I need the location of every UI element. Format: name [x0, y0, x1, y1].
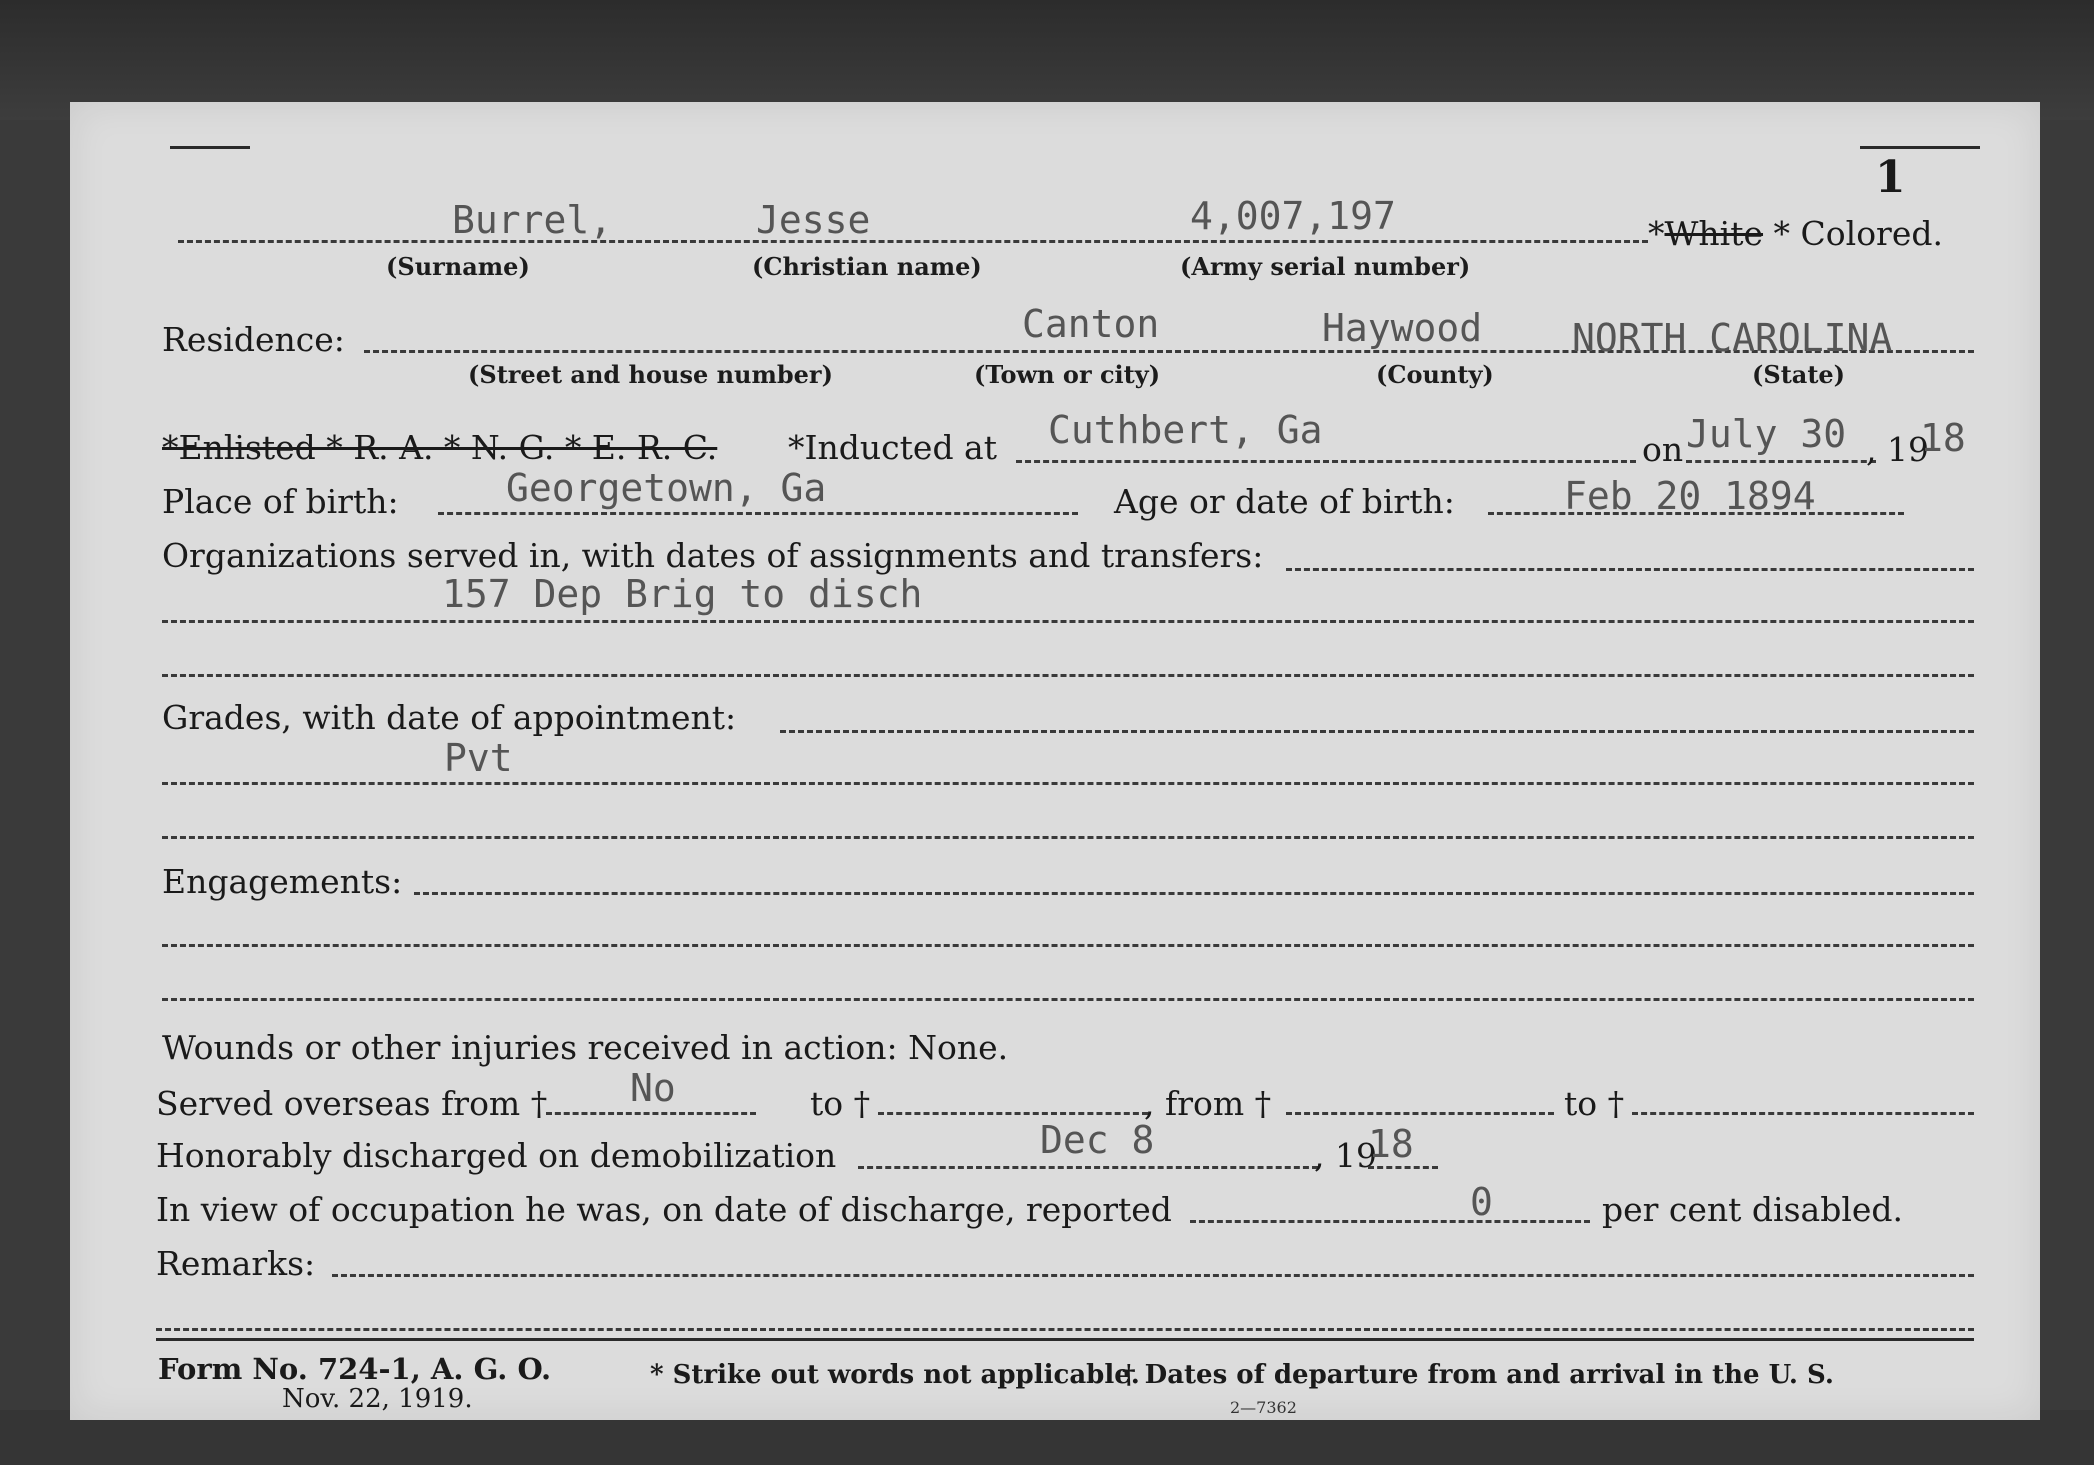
serial-number-value: 4,007,197 [1190, 194, 1396, 238]
overseas-to-label-1: to † [810, 1084, 871, 1123]
engagements-line-3 [162, 998, 1974, 1001]
form-number: Form No. 724-1, A. G. O. [158, 1352, 552, 1386]
engagements-line-2 [162, 944, 1974, 947]
disability-line [1190, 1220, 1590, 1223]
remarks-label: Remarks: [156, 1244, 316, 1283]
enlisted-options-struck: *Enlisted * R. A. * N. G. * E. R. C. [162, 428, 718, 467]
caption-street: (Street and house number) [468, 360, 833, 389]
race-white-struck: White [1664, 214, 1764, 253]
residence-label: Residence: [162, 320, 345, 359]
surname-value: Burrel, [452, 198, 613, 242]
disability-suffix: per cent disabled. [1602, 1190, 1904, 1229]
caption-town: (Town or city) [974, 360, 1161, 389]
organizations-line-2 [162, 620, 1974, 623]
birth-place-value: Georgetown, Ga [506, 466, 827, 510]
dates-note: † Dates of departure from and arrival in the U. S. [1122, 1360, 1834, 1390]
residence-county: Haywood [1322, 306, 1483, 350]
discharge-date: Dec 8 [1040, 1118, 1155, 1162]
caption-christian-name: (Christian name) [752, 252, 982, 281]
top-right-rule [1860, 146, 1980, 149]
remarks-line-2 [156, 1328, 1974, 1331]
inducted-on-label: on [1642, 430, 1684, 469]
service-record-card [70, 102, 2040, 1420]
birth-date-label: Age or date of birth: [1114, 482, 1455, 521]
grades-line-2 [162, 782, 1974, 785]
caption-county: (County) [1376, 360, 1494, 389]
engagements-label: Engagements: [162, 862, 403, 901]
caption-serial: (Army serial number) [1180, 252, 1471, 281]
overseas-value: No [630, 1066, 676, 1110]
caption-surname: (Surname) [386, 252, 530, 281]
card-number: 1 [1875, 152, 1906, 203]
grades-line-1 [780, 730, 1974, 733]
race-options [1648, 214, 1943, 253]
discharge-year-line [1368, 1166, 1438, 1169]
disability-value: 0 [1470, 1180, 1493, 1224]
birth-place-line [438, 512, 1078, 515]
inducted-place: Cuthbert, Ga [1048, 408, 1323, 452]
form-date: Nov. 22, 1919. [282, 1384, 473, 1414]
overseas-from-line [546, 1112, 756, 1115]
top-left-rule [170, 146, 250, 149]
print-code: 2—7362 [1230, 1398, 1297, 1417]
inducted-year-suffix: 18 [1920, 416, 1966, 460]
inducted-date: July 30 [1686, 412, 1847, 456]
discharge-year-prefix: , 19 [1314, 1136, 1377, 1175]
footer-rule [156, 1338, 1974, 1341]
organizations-line-1 [1286, 568, 1974, 571]
organizations-value: 157 Dep Brig to disch [442, 572, 923, 616]
grades-label: Grades, with date of appointment: [162, 698, 737, 737]
strike-note: * Strike out words not applicable. [650, 1360, 1140, 1390]
birth-place-label: Place of birth: [162, 482, 399, 521]
birth-date-value: Feb 20 1894 [1564, 474, 1816, 518]
inducted-label: *Inducted at [788, 428, 997, 467]
overseas-from-label-2: , from † [1144, 1084, 1272, 1123]
inducted-line [1016, 460, 1636, 463]
grades-line-3 [162, 836, 1974, 839]
disability-label: In view of occupation he was, on date of discharge, reported [156, 1190, 1172, 1229]
overseas-to-line-2 [1632, 1112, 1974, 1115]
residence-town: Canton [1022, 302, 1160, 346]
race-colored: * Colored. [1773, 214, 1943, 253]
discharge-date-line [858, 1166, 1318, 1169]
organizations-label: Organizations served in, with dates of assignments and transfers: [162, 536, 1264, 575]
discharge-year-suffix: 18 [1368, 1122, 1414, 1166]
inducted-year-prefix: , 19 [1866, 430, 1929, 469]
overseas-to-line-1 [878, 1112, 1148, 1115]
discharge-label: Honorably discharged on demobilization [156, 1136, 837, 1175]
inducted-date-line [1686, 460, 1876, 463]
overseas-label: Served overseas from † [156, 1084, 548, 1123]
race-star: * [1648, 214, 1665, 253]
grades-value: Pvt [444, 736, 513, 780]
residence-state: NORTH CAROLINA [1572, 316, 1893, 360]
engagements-line-1 [414, 892, 1974, 895]
name-line [178, 240, 1648, 243]
caption-state: (State) [1752, 360, 1846, 389]
remarks-line-1 [332, 1274, 1974, 1277]
organizations-line-3 [162, 674, 1974, 677]
christian-name-value: Jesse [756, 198, 871, 242]
wounds-label: Wounds or other injuries received in action: None. [162, 1028, 1009, 1067]
overseas-from-line-2 [1286, 1112, 1554, 1115]
overseas-to-label-2: to † [1564, 1084, 1625, 1123]
